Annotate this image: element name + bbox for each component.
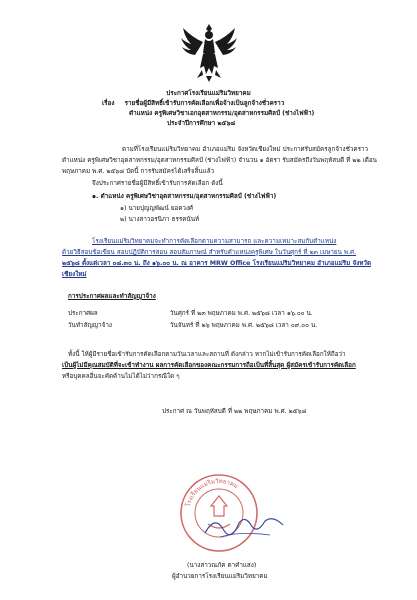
schedule-date: วันศุกร์ ที่ ๒๓ พฤษภาคม พ.ศ. ๒๕๖๘ เวลา ๑๖.๐๐ น. bbox=[170, 310, 313, 317]
year-line: ประจำปีการศึกษา ๒๕๖๘ bbox=[167, 120, 236, 127]
para2-line2: ด้วยวิธีสอบข้อเขียน สอบปฏิบัติการสอน สอบสัมภาษณ์ สำหรับตำแหน่งครูพิเศษ ในวันศุกร์ ที่ ๒๓ เมษายน พ.ศ. bbox=[62, 249, 357, 256]
para3-line1: ทั้งนี้ ให้ผู้มีรายชื่อเข้ารับการคัดเลือกตามวันเวลาและสถานที่ ดังกล่าว หากไม่เข้ารับการคัดเลือกให้ถือว่า bbox=[68, 351, 346, 358]
schedule-label: ประกาศผล bbox=[68, 310, 98, 317]
para1-line1: ตามที่โรงเรียนแม่ริมวิทยาคม อำเภอแม่ริม จังหวัดเชียงใหม่ ประกาศรับสมัครลูกจ้างชั่วคราว bbox=[122, 146, 369, 153]
subject-label: เรื่อง bbox=[102, 100, 115, 107]
garuda-emblem-icon bbox=[176, 20, 242, 86]
list-heading: ๑. ตำแหน่ง ครูพิเศษวิชาอุตสาหกรรม/อุตสาหกรรมศิลป์ (ช่างไฟฟ้า) bbox=[92, 193, 277, 200]
schedule-heading: การประกาศผลและทำสัญญาจ้าง bbox=[68, 293, 156, 300]
seal-text: โรงเรียนแม่ริมวิทยาคม bbox=[184, 477, 240, 508]
para2-line1: โรงเรียนแม่ริมวิทยาคมจะทำการคัดเลือกตามความสามารถ และความเหมาะสมกับตำแหน่ง bbox=[92, 238, 337, 245]
para3-line3: หรือบุคคลอื่นจะคัดค้านไม่ได้ไม่ว่ากรณีใด ๆ bbox=[62, 373, 180, 380]
para1-line3: พฤษภาคม พ.ศ. ๒๕๖๘ บัดนี้ การรับสมัครได้เสร็จสิ้นแล้ว bbox=[62, 168, 215, 175]
para2-line4: เชียงใหม่ bbox=[62, 271, 87, 278]
svg-text:โรงเรียนแม่ริมวิทยาคม bbox=[184, 478, 239, 508]
announced-date: ประกาศ ณ วันพฤหัสบดี ที่ ๒๒ พฤษภาคม พ.ศ. ๒๕๖๘ bbox=[162, 408, 307, 415]
schedule-label: วันทำสัญญาจ้าง bbox=[68, 322, 112, 329]
para1-line2: ตำแหน่ง ครูพิเศษวิชาอุตสาหกรรม/อุตสาหกรรมศิลป์ (ช่างไฟฟ้า) จำนวน ๑ อัตรา รับสมัครถึงวันพฤหัสบดี ที่ ๒๒ เดือน bbox=[62, 157, 377, 164]
org-title: ประกาศโรงเรียนแม่ริมวิทยาคม bbox=[166, 90, 251, 97]
candidate-item: ๒) นางสาวอรนิภา ธรรคนันท์ bbox=[120, 216, 200, 223]
para3-line2: เป็นผู้ไม่มีคุณสมบัติที่จะเข้าทำงาน ผลการคัดเลือกของคณะกรรมการถือเป็นที่สิ้นสุด ผู้สมัครเข้ารับการคัดเลือก bbox=[62, 362, 356, 369]
position-line: ตำแหน่ง ครูพิเศษวิชาเอกอุตสาหกรรม/อุตสาหกรรมศิลป์ (ช่างไฟฟ้า) bbox=[129, 110, 315, 117]
para2-line3: ๒๕๖๘ ตั้งแต่เวลา ๐๘.๓๐ น. ถึง ๑๖.๐๐ น. ณ อาคาร MRW Office โรงเรียนแม่ริมวิทยาคม อำเภอแม่ริม จังหวัด bbox=[62, 260, 372, 267]
candidate-item: ๑) นายปุญญพัฒน์ ยอดวงศ์ bbox=[120, 205, 194, 212]
subject-line bbox=[102, 100, 284, 108]
signature-icon bbox=[200, 505, 290, 545]
signer-name: (นางสาวณภัค ตาคำแสง) bbox=[187, 562, 257, 569]
signer-title: ผู้อำนวยการโรงเรียนแม่ริมวิทยาคม bbox=[172, 573, 268, 580]
para1-line4: จึงประกาศรายชื่อผู้มีสิทธิ์เข้ารับการคัดเลือก ดังนี้ bbox=[92, 180, 223, 187]
schedule-date: วันจันทร์ ที่ ๒๖ พฤษภาคม พ.ศ. ๒๕๖๘ เวลา ๐๙.๐๐ น. bbox=[170, 322, 318, 329]
subject-text: รายชื่อผู้มีสิทธิ์เข้ารับการคัดเลือกเพื่อจ้างเป็นลูกจ้างชั่วคราว bbox=[124, 100, 285, 107]
